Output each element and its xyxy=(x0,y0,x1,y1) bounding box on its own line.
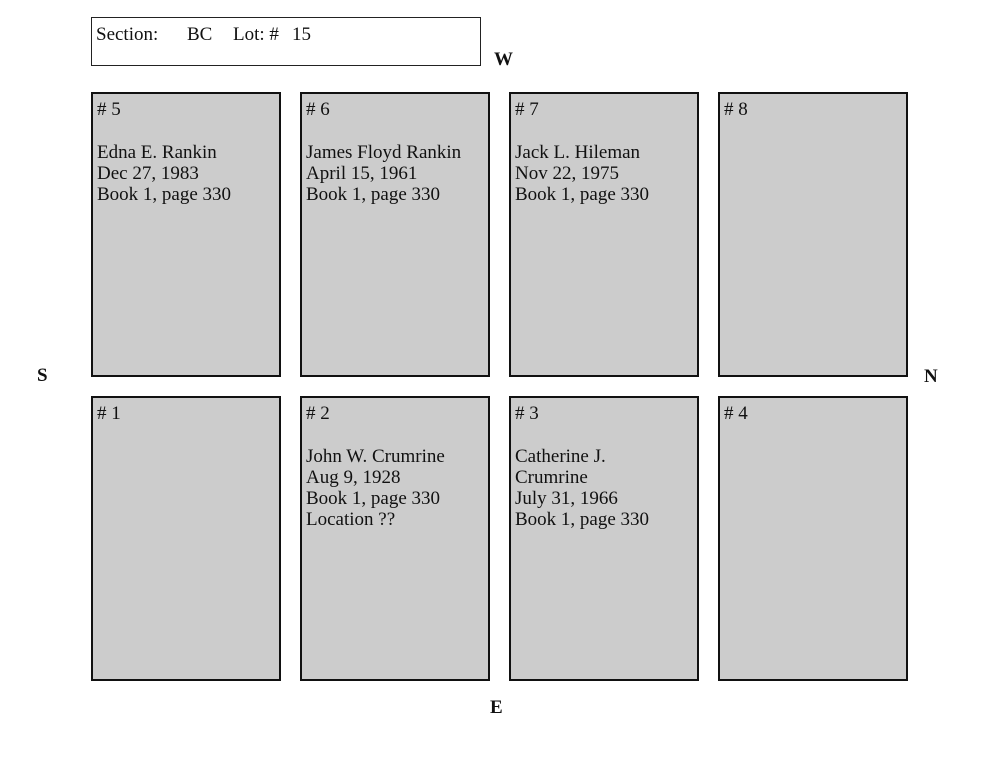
plot-details xyxy=(515,142,693,205)
plot-8 xyxy=(718,92,908,377)
plot-details xyxy=(97,142,275,205)
plot-record: Book 1, page 330 xyxy=(306,184,441,205)
section-label: Section: xyxy=(96,24,159,45)
plot-date: April 15, 1961 xyxy=(306,163,418,184)
plot-record: Book 1, page 330 xyxy=(306,488,441,509)
plot-record: Book 1, page 330 xyxy=(515,509,650,530)
plot-details xyxy=(515,446,693,530)
lot-value: 15 xyxy=(292,24,311,45)
lot-label: Lot: # xyxy=(233,24,279,45)
plot-note: Location ?? xyxy=(306,509,396,530)
plot-6 xyxy=(300,92,490,377)
plot-number: # 7 xyxy=(515,99,539,120)
plot-record: Book 1, page 330 xyxy=(515,184,650,205)
compass-north: N xyxy=(924,366,938,387)
plot-name: James Floyd Rankin xyxy=(306,142,462,163)
plot-number: # 4 xyxy=(724,403,748,424)
plot-name: Edna E. Rankin xyxy=(97,142,217,163)
plot-number: # 5 xyxy=(97,99,121,120)
plot-date: Dec 27, 1983 xyxy=(97,163,199,184)
plot-date: July 31, 1966 xyxy=(515,488,618,509)
plot-number: # 2 xyxy=(306,403,330,424)
plot-1 xyxy=(91,396,281,681)
plot-name: Jack L. Hileman xyxy=(515,142,641,163)
compass-west: W xyxy=(494,49,513,70)
plot-number: # 3 xyxy=(515,403,539,424)
compass-east: E xyxy=(490,697,503,718)
plot-record: Book 1, page 330 xyxy=(97,184,232,205)
section-value: BC xyxy=(187,24,213,45)
plot-3 xyxy=(509,396,699,681)
plot-name: Catherine J. xyxy=(515,446,606,467)
section-lot-header xyxy=(91,17,481,66)
plot-7 xyxy=(509,92,699,377)
plot-5 xyxy=(91,92,281,377)
plot-date: Aug 9, 1928 xyxy=(306,467,401,488)
plot-details xyxy=(306,142,484,205)
plot-date: Nov 22, 1975 xyxy=(515,163,619,184)
plot-name-continued: Crumrine xyxy=(515,467,588,488)
plot-number: # 8 xyxy=(724,99,748,120)
plot-4 xyxy=(718,396,908,681)
plot-2 xyxy=(300,396,490,681)
plot-name: John W. Crumrine xyxy=(306,446,445,467)
plot-details xyxy=(306,446,484,530)
plot-number: # 1 xyxy=(97,403,121,424)
plot-number: # 6 xyxy=(306,99,330,120)
compass-south: S xyxy=(37,365,48,386)
